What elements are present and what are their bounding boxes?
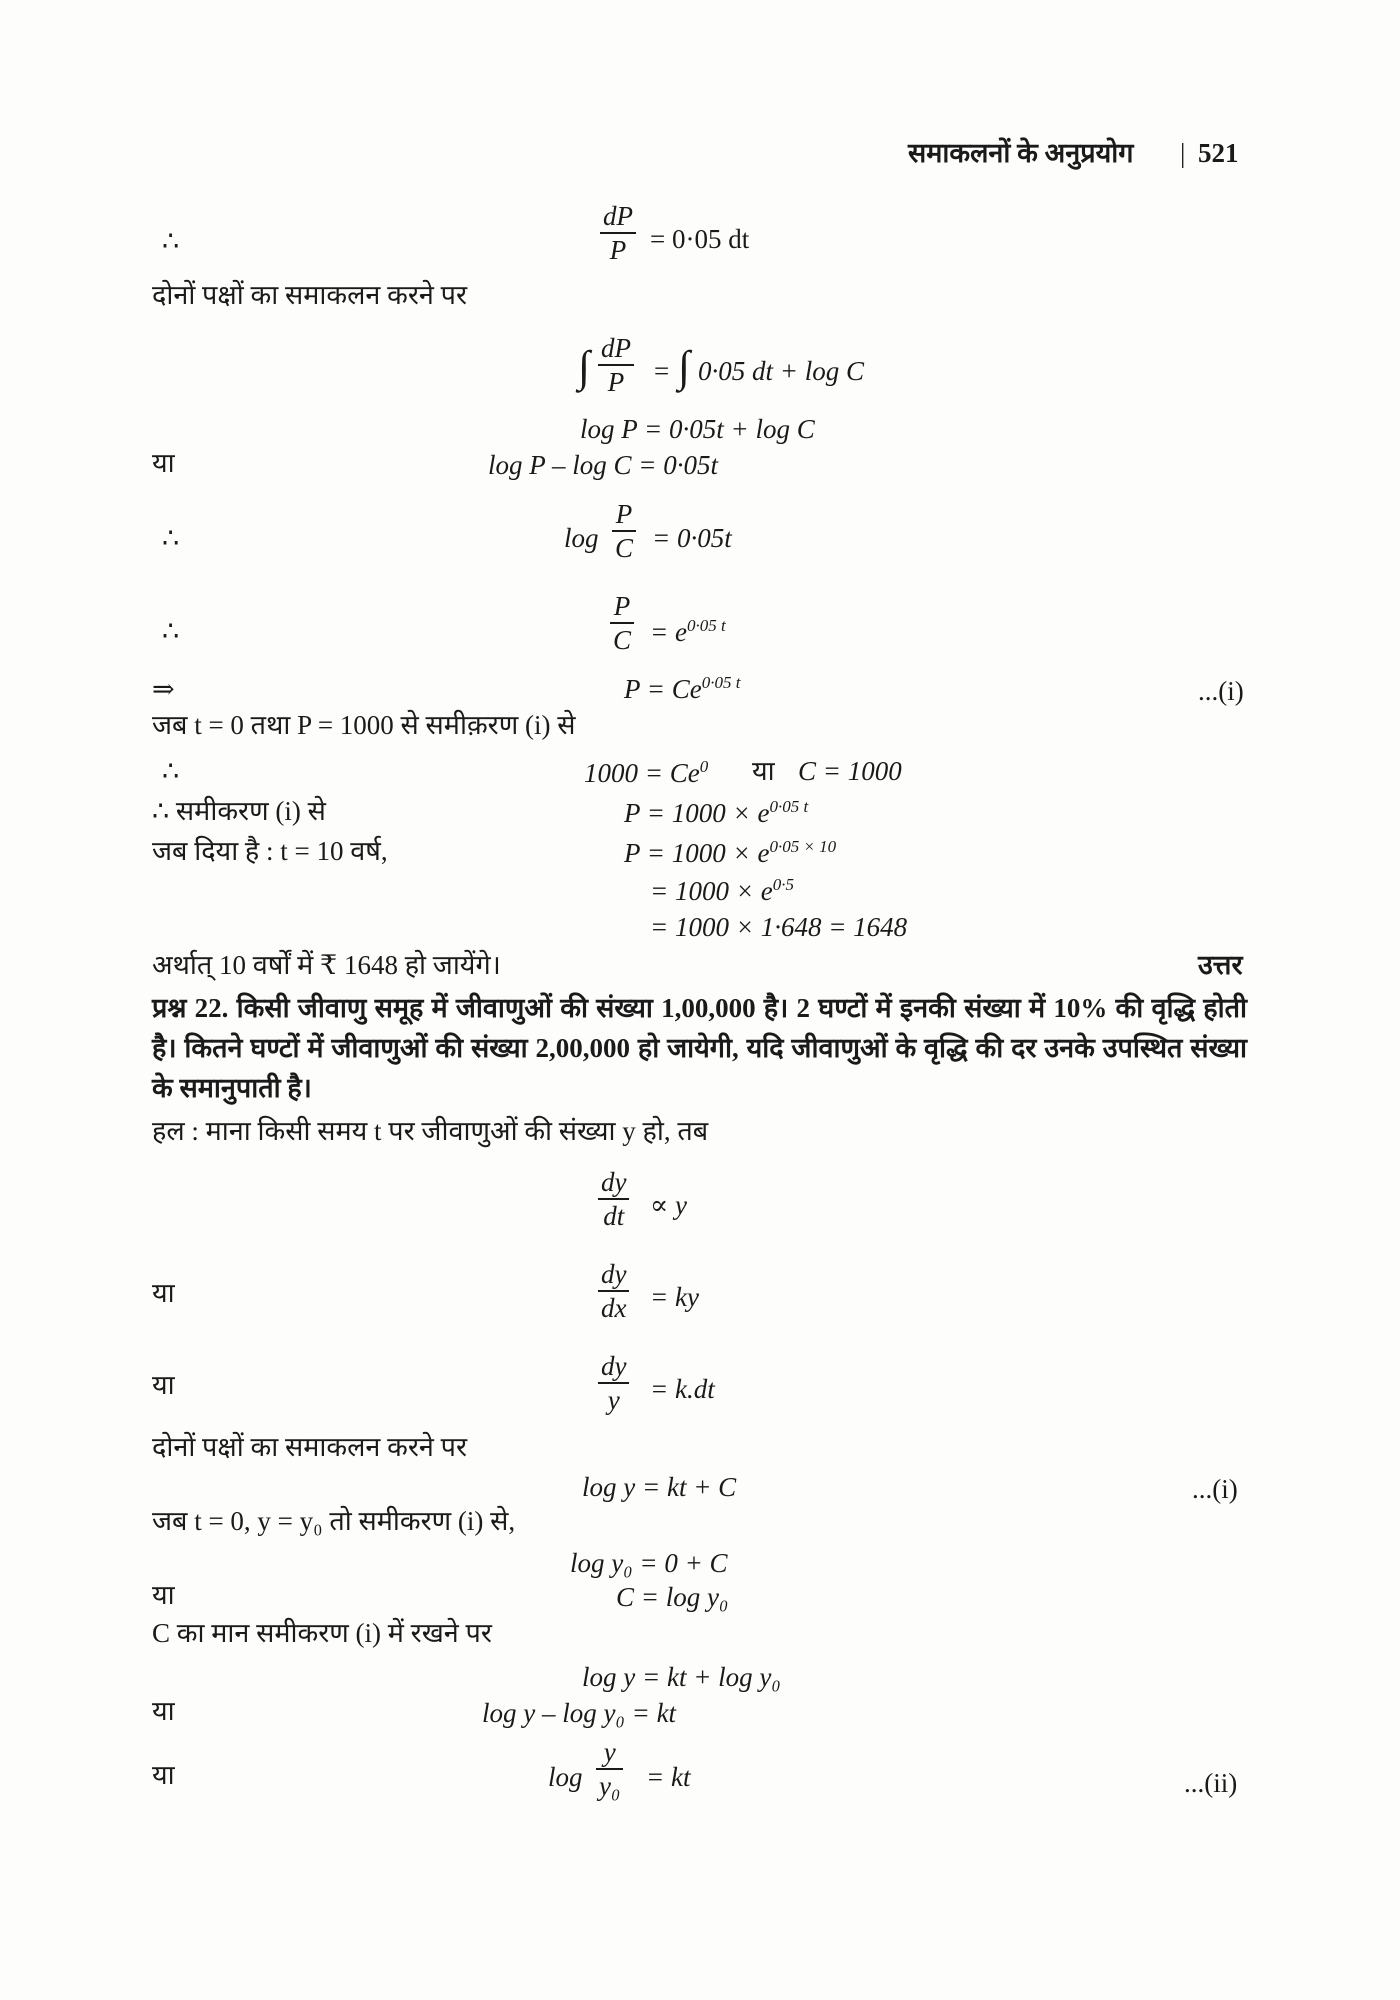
exponent: 0·05 t [701, 673, 741, 692]
equation-rhs-kt: = kt [646, 1762, 691, 1792]
equation-result: = 1000 × 1·648 = 1648 [650, 912, 908, 942]
equation-rhs-ky: = ky [650, 1282, 699, 1312]
equation-rhs: = 0·05t [652, 523, 732, 553]
equation-P-1000-e [624, 798, 808, 827]
solution-intro: हल : माना किसी समय t पर जीवाणुओं की संख्या y हो, तब [152, 1116, 709, 1146]
when-t0-note: जब t = 0 तथा P = 1000 से समीक़रण (i) से [152, 710, 576, 740]
fraction-bar [596, 1768, 623, 1770]
fraction-y-over-y0 [596, 1738, 623, 1801]
denominator: y [607, 1385, 620, 1416]
numerator: dy [601, 1259, 627, 1289]
integral-sign: ∫ [578, 342, 591, 391]
denominator: dt [603, 1201, 625, 1232]
fraction-dP-over-P-integral [598, 334, 634, 397]
word-ya: या [152, 448, 175, 478]
therefore-symbol: ∴ [162, 226, 180, 256]
equals-sign: = [654, 356, 670, 386]
numerator: P [613, 591, 631, 621]
fraction-dy-over-dt [598, 1168, 629, 1231]
1000-e: = 1000 × e [650, 876, 773, 906]
equation-P-1000-e-10 [624, 838, 836, 867]
exponent: 0·05 t [769, 797, 809, 816]
fraction-P-over-C [610, 592, 634, 655]
from-eq-i-note: ∴ समीकरण (i) से [152, 796, 326, 826]
equation-rhs-kdt: = k.dt [650, 1374, 715, 1404]
word-ya: या [152, 1580, 175, 1610]
word-ya: या [152, 1278, 175, 1308]
therefore-symbol: ∴ [162, 616, 180, 646]
equation-label-ii: ...(ii) [1184, 1768, 1238, 1798]
fraction-bar [598, 364, 634, 366]
fraction-bar [598, 1198, 629, 1200]
numerator: dP [603, 201, 633, 231]
therefore-symbol: ∴ [162, 523, 180, 553]
denominator: dx [601, 1293, 627, 1324]
equation-logy-kt: log y = kt + log y₀ [582, 1662, 781, 1692]
fraction-bar [610, 622, 634, 624]
therefore-symbol: ∴ [162, 756, 180, 786]
integral-sign-rhs: ∫ [678, 342, 691, 391]
exponent: 0·05 t [686, 616, 726, 635]
exponent: 0·5 [772, 875, 794, 894]
equation-rhs-e [650, 617, 726, 646]
equation-logy: log y = kt + C [582, 1472, 737, 1502]
rhs-e: = e [650, 617, 687, 647]
equation-label-i: ...(i) [1192, 1474, 1238, 1504]
equation-logP: log P = 0·05t + log C [580, 414, 815, 444]
fraction-dy-over-y [598, 1352, 629, 1415]
log-label: log [564, 523, 599, 553]
word-ya: या [152, 1370, 175, 1400]
equation-logy0: log y₀ = 0 + C [570, 1548, 728, 1578]
given-t10-note: जब दिया है : t = 10 वर्ष, [152, 836, 388, 866]
numerator: dy [601, 1167, 627, 1197]
answer-label: उत्तर [1198, 950, 1243, 980]
denominator: P [609, 235, 627, 266]
proportional-rhs: ∝ y [650, 1190, 688, 1220]
P-Ce: P = Ce [624, 674, 702, 704]
exponent: 0 [699, 757, 709, 776]
log-label: log [548, 1762, 583, 1792]
numerator: dP [601, 333, 631, 363]
equation-C-logy0: C = log y₀ [616, 1582, 729, 1612]
equation-label-i: ...(i) [1198, 676, 1244, 706]
denominator: P [607, 367, 625, 398]
equation-1000-Ce0 [584, 758, 708, 787]
denominator: y₀ [599, 1771, 621, 1802]
integrate-note: दोनों पक्षों का समाकलन करने पर [152, 1432, 468, 1462]
when-t0-note: जब t = 0, y = y₀ तो समीकरण (i) से, [152, 1506, 516, 1536]
question-22: प्रश्न 22. किसी जीवाणु समूह में जीवाणुओं की संख्या 1,00,000 है। 2 घण्टों में इनकी संख्या में 10% की वृद्धि होती है। कितने घण्टों में जीवाणुओं की संख्या 2,00,000 हो जायेगी, यदि जीवाणुओं के वृद्धि की दर उनके उपस्थित संख्या के समानुपाती है। [152, 993, 1247, 1103]
implies-symbol: ⇒ [152, 674, 175, 704]
P-1000-e: P = 1000 × e [624, 838, 770, 868]
exponent: 0·05 × 10 [769, 837, 837, 856]
integrate-note: दोनों पक्षों का समाकलन करने पर [152, 280, 468, 310]
conclusion: अर्थात् 10 वर्षों में ₹ 1648 हो जायेंगे। [152, 950, 501, 980]
1000-Ce: 1000 = Ce [584, 758, 700, 788]
numerator: dy [601, 1351, 627, 1381]
integral-rhs: 0·05 dt + log C [698, 356, 864, 386]
denominator: C [615, 533, 634, 564]
fraction-bar [612, 530, 636, 532]
word-ya: या [752, 756, 775, 786]
numerator: y [603, 1737, 616, 1767]
fraction-bar [600, 232, 636, 234]
page-number: 521 [1198, 138, 1239, 168]
fraction-P-over-C [612, 500, 636, 563]
denominator: C [613, 625, 632, 656]
running-title: समाकलनों के अनुप्रयोग [908, 138, 1134, 168]
equation-P-Ce [624, 674, 740, 703]
numerator: P [615, 499, 633, 529]
putting-C-note: C का मान समीकरण (i) में रखने पर [152, 1618, 492, 1648]
equation-rhs: = 0·05 dt [650, 224, 750, 254]
fraction-dy-over-dx [598, 1260, 629, 1323]
fraction-bar [598, 1290, 629, 1292]
word-ya: या [152, 1696, 175, 1726]
header-separator: | [1180, 138, 1186, 168]
equation-1000-e05 [650, 876, 794, 905]
equation-C-1000: C = 1000 [798, 756, 902, 786]
fraction-bar [598, 1382, 629, 1384]
P-1000-e: P = 1000 × e [624, 798, 770, 828]
fraction-dP-over-P [600, 202, 636, 265]
word-ya: या [152, 1760, 175, 1790]
equation-logy-minus: log y – log y₀ = kt [482, 1698, 677, 1728]
equation-logP-minus-logC: log P – log C = 0·05t [488, 450, 718, 480]
